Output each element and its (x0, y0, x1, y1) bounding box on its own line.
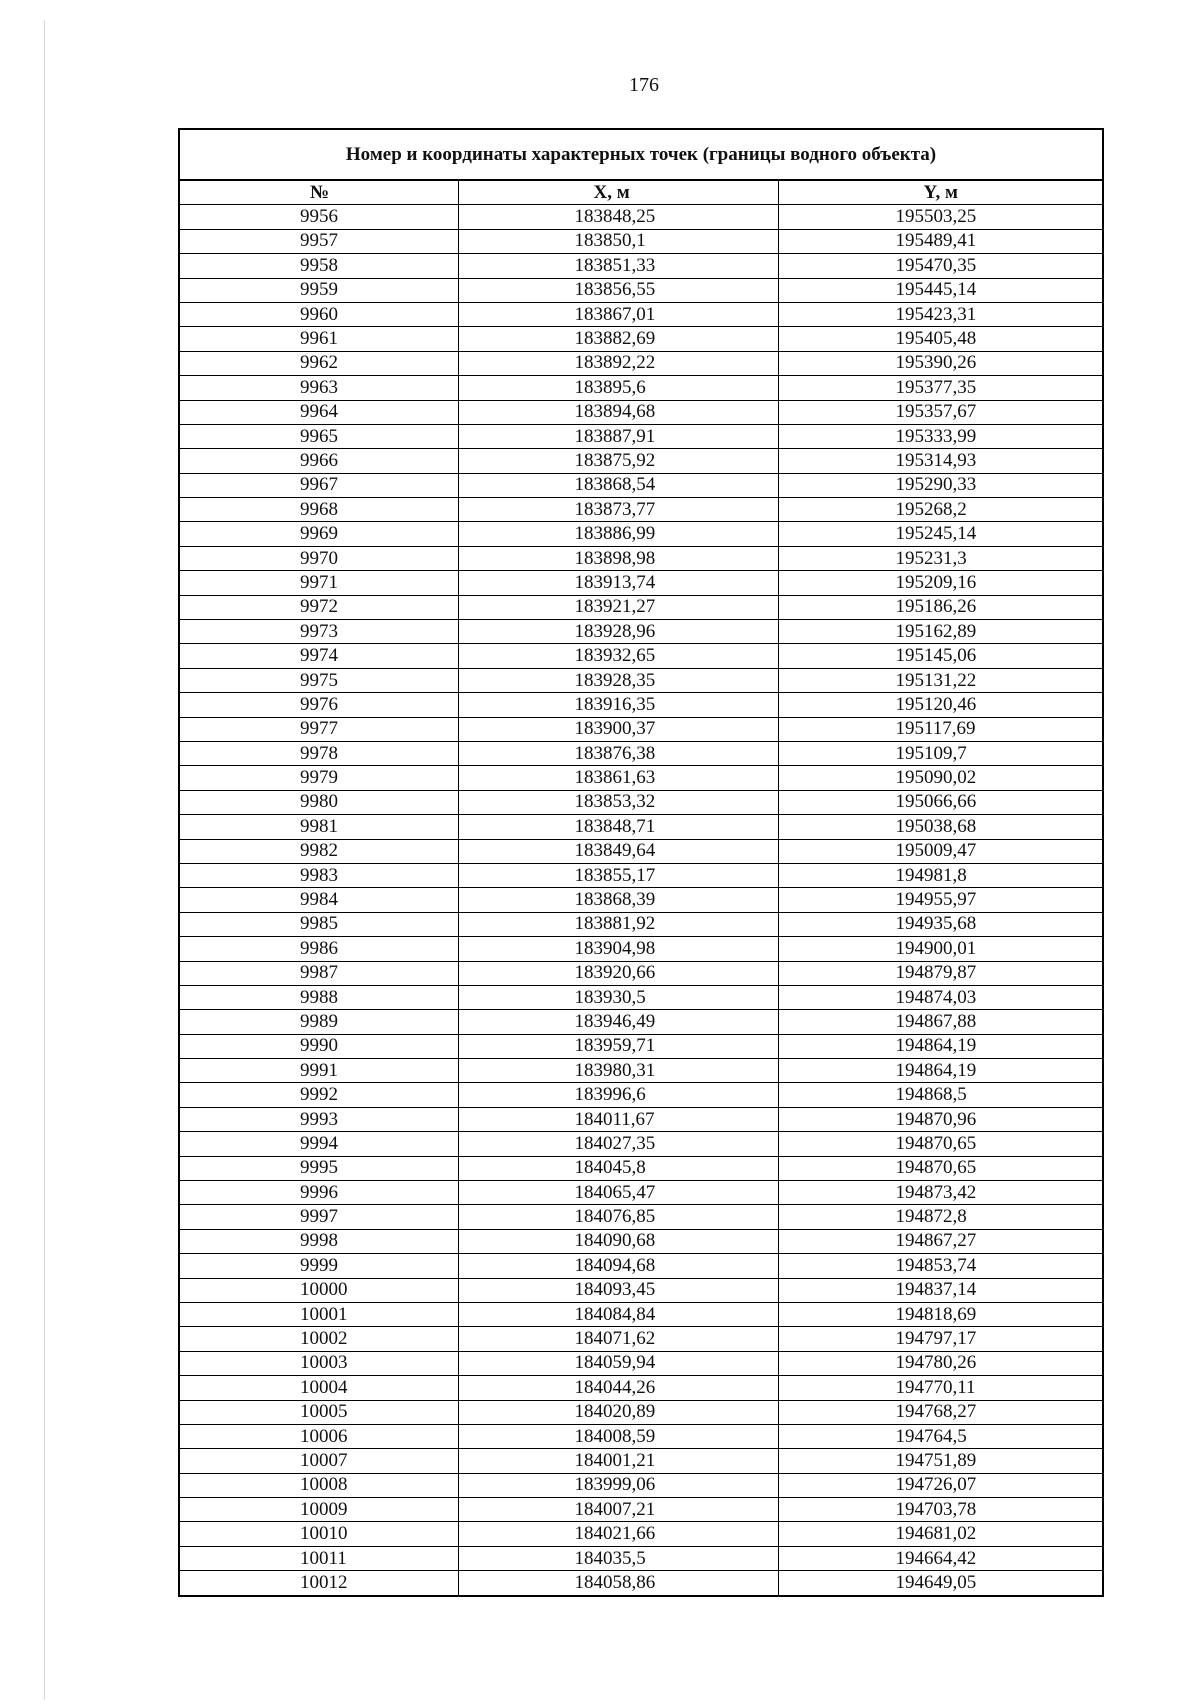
x-coordinate: 183881,92 (458, 912, 778, 936)
y-coordinate: 194864,19 (778, 1034, 1103, 1058)
x-coordinate: 183848,25 (458, 205, 778, 229)
table-row (179, 1059, 1103, 1083)
table-row (179, 254, 1103, 278)
x-coordinate: 183851,33 (458, 254, 778, 278)
table-row (179, 376, 1103, 400)
x-coordinate: 183980,31 (458, 1059, 778, 1083)
y-coordinate: 195268,2 (778, 498, 1103, 522)
table-row (179, 888, 1103, 912)
table-row (179, 1083, 1103, 1107)
point-number: 9957 (179, 229, 458, 253)
table-row (179, 1473, 1103, 1497)
y-coordinate: 195503,25 (778, 205, 1103, 229)
y-coordinate: 194768,27 (778, 1400, 1103, 1424)
y-coordinate: 195470,35 (778, 254, 1103, 278)
y-coordinate: 195038,68 (778, 815, 1103, 839)
y-coordinate: 194868,5 (778, 1083, 1103, 1107)
point-number: 9989 (179, 1010, 458, 1034)
x-coordinate: 184021,66 (458, 1522, 778, 1546)
table-row (179, 668, 1103, 692)
y-coordinate: 194837,14 (778, 1278, 1103, 1302)
x-coordinate: 183873,77 (458, 498, 778, 522)
point-number: 9976 (179, 693, 458, 717)
point-number: 9995 (179, 1156, 458, 1180)
x-coordinate: 183892,22 (458, 351, 778, 375)
point-number: 9980 (179, 790, 458, 814)
point-number: 10011 (179, 1546, 458, 1570)
x-coordinate: 183853,32 (458, 790, 778, 814)
table-row (179, 1522, 1103, 1546)
y-coordinate: 194872,8 (778, 1205, 1103, 1229)
table-row (179, 571, 1103, 595)
x-coordinate: 184084,84 (458, 1302, 778, 1326)
table-row (179, 1278, 1103, 1302)
x-coordinate: 184007,21 (458, 1498, 778, 1522)
y-coordinate: 195290,33 (778, 473, 1103, 497)
x-coordinate: 184071,62 (458, 1327, 778, 1351)
table-row (179, 1302, 1103, 1326)
point-number: 10003 (179, 1351, 458, 1375)
x-coordinate: 184011,67 (458, 1107, 778, 1131)
table-row (179, 278, 1103, 302)
table-row (179, 1424, 1103, 1448)
y-coordinate: 194955,97 (778, 888, 1103, 912)
point-number: 9987 (179, 961, 458, 985)
x-coordinate: 183916,35 (458, 693, 778, 717)
point-number: 9973 (179, 620, 458, 644)
y-coordinate: 194818,69 (778, 1302, 1103, 1326)
table-row (179, 790, 1103, 814)
table-row (179, 839, 1103, 863)
x-coordinate: 183850,1 (458, 229, 778, 253)
point-number: 9968 (179, 498, 458, 522)
point-number: 9964 (179, 400, 458, 424)
table-row (179, 1546, 1103, 1570)
table-row (179, 327, 1103, 351)
y-coordinate: 194780,26 (778, 1351, 1103, 1375)
y-coordinate: 195231,3 (778, 546, 1103, 570)
table-row (179, 1376, 1103, 1400)
header-x: X, м (458, 180, 778, 205)
point-number: 9956 (179, 205, 458, 229)
table-row (179, 961, 1103, 985)
table-row (179, 1351, 1103, 1375)
table-row (179, 985, 1103, 1009)
x-coordinate: 183887,91 (458, 424, 778, 448)
y-coordinate: 195109,7 (778, 741, 1103, 765)
y-coordinate: 195209,16 (778, 571, 1103, 595)
table-row (179, 815, 1103, 839)
table-row (179, 1205, 1103, 1229)
y-coordinate: 194867,88 (778, 1010, 1103, 1034)
point-number: 9978 (179, 741, 458, 765)
table-row (179, 1571, 1103, 1596)
point-number: 9958 (179, 254, 458, 278)
x-coordinate: 183959,71 (458, 1034, 778, 1058)
point-number: 9960 (179, 302, 458, 326)
x-coordinate: 183900,37 (458, 717, 778, 741)
x-coordinate: 183867,01 (458, 302, 778, 326)
point-number: 9993 (179, 1107, 458, 1131)
table-row (179, 1449, 1103, 1473)
x-coordinate: 183928,35 (458, 668, 778, 692)
point-number: 10006 (179, 1424, 458, 1448)
point-number: 9971 (179, 571, 458, 595)
x-coordinate: 183861,63 (458, 766, 778, 790)
x-coordinate: 184094,68 (458, 1254, 778, 1278)
x-coordinate: 183930,5 (458, 985, 778, 1009)
point-number: 9992 (179, 1083, 458, 1107)
x-coordinate: 184093,45 (458, 1278, 778, 1302)
x-coordinate: 184065,47 (458, 1181, 778, 1205)
y-coordinate: 194879,87 (778, 961, 1103, 985)
x-coordinate: 183882,69 (458, 327, 778, 351)
point-number: 9985 (179, 912, 458, 936)
scan-margin-line (44, 20, 45, 1700)
point-number: 9967 (179, 473, 458, 497)
point-number: 9974 (179, 644, 458, 668)
y-coordinate: 194867,27 (778, 1229, 1103, 1253)
point-number: 9981 (179, 815, 458, 839)
point-number: 9975 (179, 668, 458, 692)
y-coordinate: 194797,17 (778, 1327, 1103, 1351)
y-coordinate: 194873,42 (778, 1181, 1103, 1205)
point-number: 9997 (179, 1205, 458, 1229)
x-coordinate: 184035,5 (458, 1546, 778, 1570)
x-coordinate: 184044,26 (458, 1376, 778, 1400)
table-row (179, 1254, 1103, 1278)
y-coordinate: 195405,48 (778, 327, 1103, 351)
point-number: 9959 (179, 278, 458, 302)
point-number: 9963 (179, 376, 458, 400)
table-row (179, 1498, 1103, 1522)
table-row (179, 937, 1103, 961)
x-coordinate: 183868,39 (458, 888, 778, 912)
table-row (179, 693, 1103, 717)
x-coordinate: 184008,59 (458, 1424, 778, 1448)
table-row (179, 595, 1103, 619)
table-row (179, 473, 1103, 497)
point-number: 10001 (179, 1302, 458, 1326)
point-number: 9990 (179, 1034, 458, 1058)
table-row (179, 1400, 1103, 1424)
y-coordinate: 194751,89 (778, 1449, 1103, 1473)
x-coordinate: 184001,21 (458, 1449, 778, 1473)
x-coordinate: 183996,6 (458, 1083, 778, 1107)
table-header-row (179, 180, 1103, 205)
x-coordinate: 183913,74 (458, 571, 778, 595)
x-coordinate: 183876,38 (458, 741, 778, 765)
point-number: 9986 (179, 937, 458, 961)
table-row (179, 351, 1103, 375)
y-coordinate: 194764,5 (778, 1424, 1103, 1448)
x-coordinate: 183875,92 (458, 449, 778, 473)
x-coordinate: 183898,98 (458, 546, 778, 570)
table-caption: Номер и координаты характерных точек (границы водного объекта) (179, 129, 1103, 180)
y-coordinate: 195145,06 (778, 644, 1103, 668)
table-row (179, 863, 1103, 887)
coordinates-table (178, 128, 1104, 1597)
y-coordinate: 195117,69 (778, 717, 1103, 741)
y-coordinate: 194726,07 (778, 1473, 1103, 1497)
y-coordinate: 194853,74 (778, 1254, 1103, 1278)
y-coordinate: 195009,47 (778, 839, 1103, 863)
y-coordinate: 194870,65 (778, 1156, 1103, 1180)
point-number: 10004 (179, 1376, 458, 1400)
page-number: 176 (629, 74, 659, 96)
point-number: 10000 (179, 1278, 458, 1302)
table-row (179, 546, 1103, 570)
y-coordinate: 194935,68 (778, 912, 1103, 936)
table-row (179, 717, 1103, 741)
table-row (179, 424, 1103, 448)
y-coordinate: 195489,41 (778, 229, 1103, 253)
point-number: 10010 (179, 1522, 458, 1546)
y-coordinate: 195120,46 (778, 693, 1103, 717)
y-coordinate: 195423,31 (778, 302, 1103, 326)
y-coordinate: 195090,02 (778, 766, 1103, 790)
y-coordinate: 194703,78 (778, 1498, 1103, 1522)
x-coordinate: 183928,96 (458, 620, 778, 644)
y-coordinate: 194870,65 (778, 1132, 1103, 1156)
y-coordinate: 195066,66 (778, 790, 1103, 814)
point-number: 9996 (179, 1181, 458, 1205)
table-row (179, 205, 1103, 229)
table-row (179, 498, 1103, 522)
x-coordinate: 183849,64 (458, 839, 778, 863)
table-row (179, 522, 1103, 546)
point-number: 10008 (179, 1473, 458, 1497)
point-number: 9965 (179, 424, 458, 448)
point-number: 9972 (179, 595, 458, 619)
table-row (179, 400, 1103, 424)
y-coordinate: 194900,01 (778, 937, 1103, 961)
point-number: 10012 (179, 1571, 458, 1596)
y-coordinate: 195390,26 (778, 351, 1103, 375)
y-coordinate: 194981,8 (778, 863, 1103, 887)
y-coordinate: 195245,14 (778, 522, 1103, 546)
x-coordinate: 184020,89 (458, 1400, 778, 1424)
point-number: 9977 (179, 717, 458, 741)
point-number: 9982 (179, 839, 458, 863)
y-coordinate: 195377,35 (778, 376, 1103, 400)
point-number: 9962 (179, 351, 458, 375)
y-coordinate: 195131,22 (778, 668, 1103, 692)
point-number: 9969 (179, 522, 458, 546)
y-coordinate: 194649,05 (778, 1571, 1103, 1596)
y-coordinate: 195314,93 (778, 449, 1103, 473)
table-row (179, 1229, 1103, 1253)
x-coordinate: 183904,98 (458, 937, 778, 961)
table-row (179, 302, 1103, 326)
point-number: 9998 (179, 1229, 458, 1253)
point-number: 9961 (179, 327, 458, 351)
x-coordinate: 183932,65 (458, 644, 778, 668)
point-number: 9988 (179, 985, 458, 1009)
x-coordinate: 184027,35 (458, 1132, 778, 1156)
point-number: 9970 (179, 546, 458, 570)
table-row (179, 620, 1103, 644)
table-row (179, 644, 1103, 668)
table-row (179, 1156, 1103, 1180)
x-coordinate: 184090,68 (458, 1229, 778, 1253)
table-body (179, 205, 1103, 1596)
point-number: 9994 (179, 1132, 458, 1156)
point-number: 9983 (179, 863, 458, 887)
x-coordinate: 183999,06 (458, 1473, 778, 1497)
table-row (179, 449, 1103, 473)
table-row (179, 912, 1103, 936)
point-number: 10009 (179, 1498, 458, 1522)
y-coordinate: 194874,03 (778, 985, 1103, 1009)
y-coordinate: 194864,19 (778, 1059, 1103, 1083)
x-coordinate: 183894,68 (458, 400, 778, 424)
x-coordinate: 183848,71 (458, 815, 778, 839)
table-row (179, 741, 1103, 765)
y-coordinate: 195445,14 (778, 278, 1103, 302)
table-row (179, 1107, 1103, 1131)
table-row (179, 1327, 1103, 1351)
point-number: 9999 (179, 1254, 458, 1278)
y-coordinate: 194870,96 (778, 1107, 1103, 1131)
header-y: Y, м (778, 180, 1103, 205)
x-coordinate: 183886,99 (458, 522, 778, 546)
y-coordinate: 194664,42 (778, 1546, 1103, 1570)
x-coordinate: 184076,85 (458, 1205, 778, 1229)
point-number: 9966 (179, 449, 458, 473)
table-row (179, 1010, 1103, 1034)
point-number: 9991 (179, 1059, 458, 1083)
x-coordinate: 183895,6 (458, 376, 778, 400)
x-coordinate: 183856,55 (458, 278, 778, 302)
point-number: 9979 (179, 766, 458, 790)
table-caption-row (179, 129, 1103, 180)
x-coordinate: 184058,86 (458, 1571, 778, 1596)
x-coordinate: 183921,27 (458, 595, 778, 619)
table-row (179, 229, 1103, 253)
y-coordinate: 195333,99 (778, 424, 1103, 448)
x-coordinate: 183855,17 (458, 863, 778, 887)
x-coordinate: 184059,94 (458, 1351, 778, 1375)
point-number: 10007 (179, 1449, 458, 1473)
x-coordinate: 183920,66 (458, 961, 778, 985)
table-row (179, 1132, 1103, 1156)
y-coordinate: 194681,02 (778, 1522, 1103, 1546)
y-coordinate: 195357,67 (778, 400, 1103, 424)
point-number: 9984 (179, 888, 458, 912)
x-coordinate: 183868,54 (458, 473, 778, 497)
y-coordinate: 195186,26 (778, 595, 1103, 619)
header-number: № (179, 180, 458, 205)
table-row (179, 766, 1103, 790)
point-number: 10002 (179, 1327, 458, 1351)
table-row (179, 1034, 1103, 1058)
y-coordinate: 194770,11 (778, 1376, 1103, 1400)
table-row (179, 1181, 1103, 1205)
y-coordinate: 195162,89 (778, 620, 1103, 644)
point-number: 10005 (179, 1400, 458, 1424)
x-coordinate: 184045,8 (458, 1156, 778, 1180)
x-coordinate: 183946,49 (458, 1010, 778, 1034)
